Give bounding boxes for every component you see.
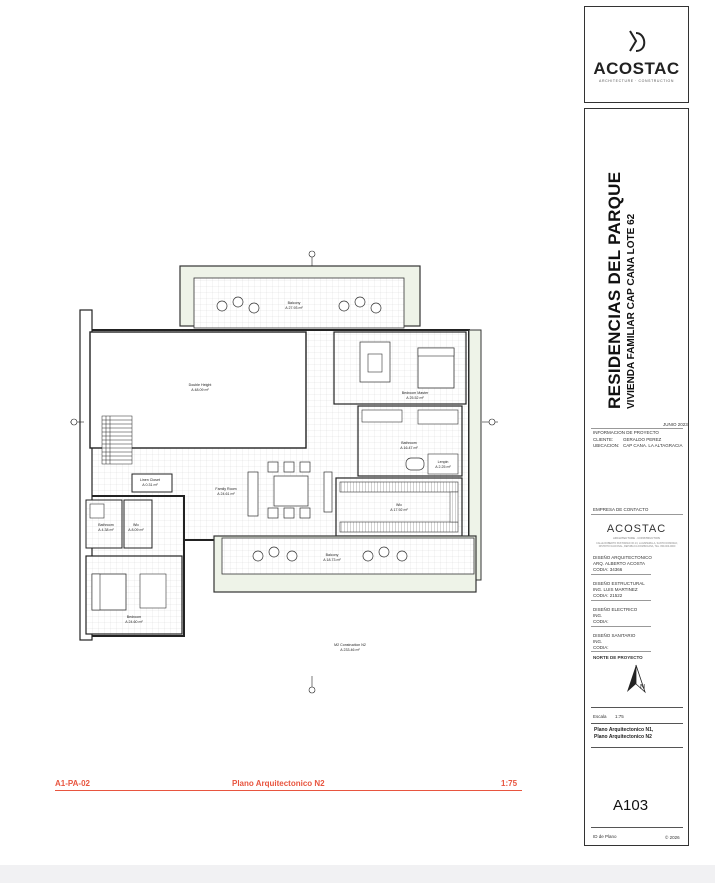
design-arch-heading: DISEÑO ARQUITECTONICO (593, 555, 652, 560)
wic-area: A 17.92 m² (390, 508, 408, 512)
bedroom-area: A 24.60 m² (125, 620, 143, 624)
bedroom-master-area: A 25.52 m² (406, 396, 424, 400)
logo-name: ACOSTAC (593, 59, 680, 78)
wic-small-area: A 8.09 m² (128, 528, 144, 532)
info-heading: INFORMACION DE PROYECTO (593, 430, 659, 435)
family-room-area: A 24.61 m² (217, 492, 235, 496)
divider (591, 723, 683, 724)
linen-master-label: Lenpin (437, 460, 449, 464)
design-san-code: CODIA: (593, 645, 609, 650)
balcony-bottom-label: Balcony (325, 553, 339, 557)
stairs (102, 416, 132, 464)
design-elec-heading: DISEÑO ELECTRICO (593, 607, 638, 612)
project-title-block (605, 172, 637, 409)
plano-list (594, 727, 653, 740)
north-letter: N (640, 684, 646, 691)
company-subtitle: ARCHITECTURE · CONSTRUCTION (613, 536, 660, 540)
divider (591, 626, 651, 627)
bathroom-small-label: Bathroom (98, 523, 114, 527)
date: JUNIO 2023 (663, 422, 688, 427)
design-elec-name: ING. (593, 613, 603, 618)
bathroom-master-area: A 16.47 m² (400, 446, 418, 450)
sheet-number: A103 (613, 797, 649, 814)
plano-line-1: Plano Arquitectonico N1, (594, 727, 654, 733)
plano-id-label: ID de Plano (593, 834, 617, 839)
balcony-top-area: A 27.93 m² (285, 306, 303, 310)
north-arrow-icon (621, 662, 651, 696)
divider (591, 827, 683, 828)
balcony-bottom-area: A 18.73 m² (323, 558, 341, 562)
divider (591, 707, 683, 708)
logo-subtitle: ARCHITECTURE · CONSTRUCTION (599, 79, 674, 83)
location-label: UBICACION: (593, 443, 620, 448)
bathroom-small-area: A 4.38 m² (98, 528, 114, 532)
linen-master-area: A 2.25 m² (435, 465, 451, 469)
bedroom-label: Bedroom (126, 615, 142, 619)
drawing-scale: 1:75 (501, 779, 518, 788)
double-height-area: A 48.09 m² (191, 388, 209, 392)
project-subtitle: VIVIENDA FAMILIAR CAP CANA LOTE 62 (626, 213, 637, 409)
divider (591, 651, 651, 652)
client-value: GERALDO PEREZ (623, 437, 662, 442)
scale-label: Escala (593, 714, 607, 719)
client-label: CLIENTE: (593, 437, 614, 442)
north-heading: NORTE DE PROYECTO (593, 655, 643, 660)
drawing-code: A1-PA-02 (55, 779, 90, 788)
titleblock-main (584, 108, 689, 846)
design-arch-code: CODIA: 34366 (593, 567, 623, 572)
design-elec-code: CODIA: (593, 619, 609, 624)
bathroom-master-label: Bathroom (401, 441, 417, 445)
design-san-heading: DISEÑO SANITARIO (593, 633, 636, 638)
scale-value: 1:75 (615, 714, 624, 719)
linen-closet-area: A 0.31 m² (142, 483, 158, 487)
drawing-title: Plano Arquitectonico N2 (232, 779, 325, 788)
design-san-name: ING. (593, 639, 603, 644)
divider (591, 747, 683, 748)
location-value: CAP CANA. LA ALTAGRACIA (623, 443, 683, 448)
company-address: CALLE ROBERTO PASTORIZA NO.13, LA ESPERILLA, SANTO DOMINGO, DISTRITO NACIONAL, REPUBLICA DOMINICANA, TEL. 809-000-0000 (596, 542, 678, 548)
bedroom-master-label: Bedroom Master (401, 391, 429, 395)
linen-closet-label: Linen Closet (140, 478, 160, 482)
design-arch-name: ARQ. ALBERTO ACOSTA (593, 561, 646, 566)
design-struct-heading: DISEÑO ESTRUCTURAL (593, 581, 645, 586)
divider (591, 600, 651, 601)
design-struct-name: ING. LUIS MARTINEZ (593, 587, 638, 592)
wic-label: Wic (396, 503, 402, 507)
drawing-label-rule (55, 790, 522, 791)
wic-closet-top (340, 482, 458, 492)
divider (591, 574, 651, 575)
wic-small-label: Wic (133, 523, 139, 527)
family-room-label: Family Room (215, 487, 237, 491)
floor-plan (62, 244, 512, 704)
titleblock-logo-box (584, 6, 689, 103)
acostac-logo-icon (622, 27, 652, 57)
viewer-bottom-strip (0, 865, 715, 883)
construction-area: A 233.46 m² (340, 648, 360, 652)
copyright: © 2026 (665, 835, 680, 840)
wic-closet-bottom (340, 522, 458, 532)
balcony-top-label: Balcony (287, 301, 301, 305)
bathtub (406, 458, 424, 470)
contact-heading: EMPRESA DE CONTACTO (593, 507, 649, 512)
drawing-label-bar (55, 779, 522, 791)
company-name: ACOSTAC (606, 523, 667, 535)
project-title: RESIDENCIAS DEL PARQUE (605, 171, 624, 409)
divider (591, 428, 683, 429)
divider (591, 514, 683, 515)
design-struct-code: CODIA: 21522 (593, 593, 623, 598)
double-height-label: Double Height (188, 383, 212, 387)
plano-line-2: Plano Arquitectonico N2 (594, 733, 652, 740)
construction-label: M2 Construction N2 (334, 643, 366, 647)
